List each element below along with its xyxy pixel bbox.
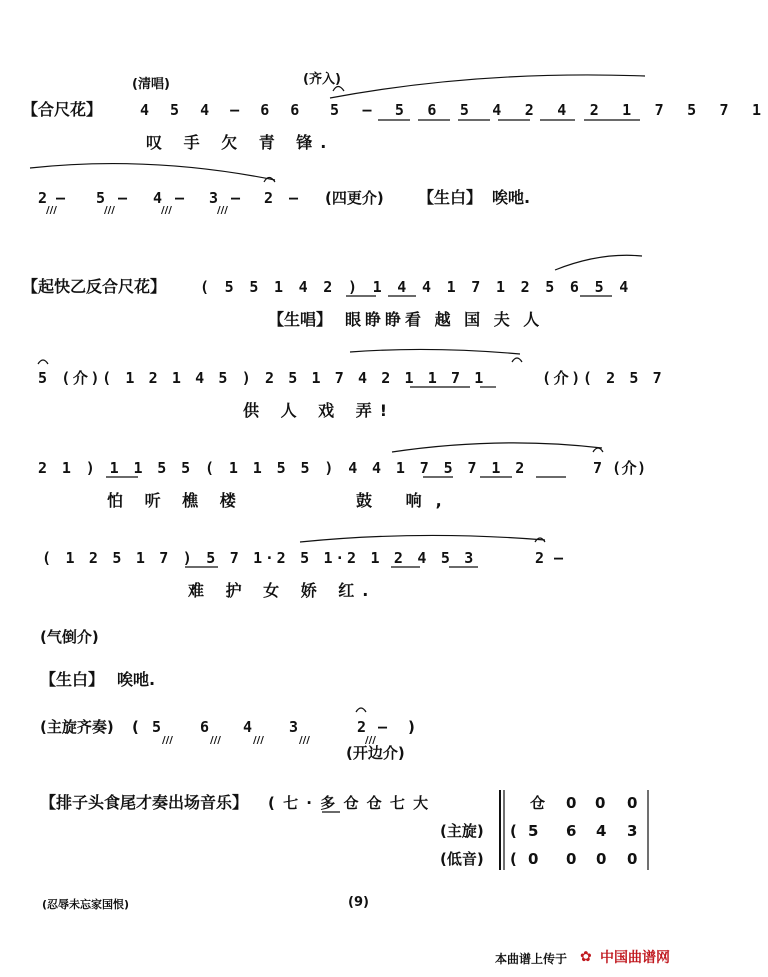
staff-row2-n2: 6 <box>566 822 577 840</box>
note-line9-3: 4 <box>243 718 253 736</box>
note-line9-6: – <box>378 718 388 736</box>
label-pai-zi-tou: 【排子头食尾才奏出场音乐】 <box>40 793 249 812</box>
brand-logo-icon: ✿ <box>580 949 592 965</box>
paren-close: ) <box>408 718 415 736</box>
staff-row2-n3: 4 <box>596 822 607 840</box>
notes-line4-b: (介)( 2 5 7 <box>542 369 665 387</box>
tremolo-mark: /// <box>253 735 264 746</box>
tremolo-mark: /// <box>210 735 221 746</box>
lyrics-line5-b: 鼓 响, <box>356 491 456 510</box>
fermata-icon <box>356 708 366 712</box>
note-line2-3: 5 <box>96 189 106 207</box>
tremolo-mark: /// <box>161 205 172 216</box>
notes-line5: 2 1 ) 1 1 5 5 ( 1 1 5 5 ) 4 4 1 7 5 7 1 2 <box>38 459 528 477</box>
notes-line3: ( 5 5 1 4 2 ) 1 4 4 1 7 1 2 5 6 5 4 <box>200 278 632 296</box>
slur-line6 <box>300 535 545 542</box>
staff-row3-n4: 0 <box>627 850 638 868</box>
notes-line10: ( 七 · 多 仓 仓 七 大 <box>268 794 430 812</box>
label-zhu-xuan: (主旋齐奏) <box>40 718 114 736</box>
fermata-icon <box>333 87 344 92</box>
lyrics-line1: 叹 手 欠 青 锋. <box>146 133 335 152</box>
notes-line1-b: 5 – 5 6 5 4 2 4 2 1 7 5 7 1 <box>330 101 768 119</box>
notes-line5-end: 7 (介) <box>593 459 647 477</box>
tremolo-mark: /// <box>299 735 310 746</box>
tremolo-mark: /// <box>217 205 228 216</box>
footer-title: (忍辱未忘家国恨) <box>42 898 130 911</box>
staff-row2-n4: 3 <box>627 822 638 840</box>
jie-si-geng: (四更介) <box>325 189 384 207</box>
label-sheng-bai: 【生白】 <box>418 188 483 207</box>
staff-row3-n1: 0 <box>528 850 539 868</box>
lyrics-line5-a: 怕 听 樵 楼 <box>107 491 244 510</box>
lyrics-line3: 眼睁睁看 越 国 夫 人 <box>345 310 544 329</box>
slur-line4 <box>350 349 520 354</box>
speech-aiye: 唉吔. <box>492 188 531 207</box>
paren-open: ( <box>132 718 139 736</box>
note-line2-6: – <box>175 189 185 207</box>
footer-upload-text: 本曲谱上传于 <box>495 952 568 966</box>
slur-line3 <box>555 255 642 270</box>
tremolo-mark: /// <box>104 205 115 216</box>
slur-line1 <box>330 75 645 98</box>
tremolo-mark: /// <box>162 735 173 746</box>
tremolo-mark: /// <box>46 205 57 216</box>
note-line9-4: 3 <box>289 718 299 736</box>
jie-kai-bian: (开边介) <box>346 744 405 762</box>
label-he-chi-hua: 【合尺花】 <box>22 100 103 119</box>
lyrics-line6: 难 护 女 娇 红. <box>188 581 377 600</box>
note-line9-1: 5 <box>152 718 162 736</box>
note-line2-7: 3 <box>209 189 219 207</box>
staff-row1-n3: 0 <box>595 794 606 812</box>
staff-row2-n1: 5 <box>528 822 539 840</box>
note-line9-5: 2 <box>357 718 367 736</box>
fermata-icon <box>38 360 48 364</box>
note-line2-10: – <box>289 189 299 207</box>
notes-line1-a: 4 5 4 – 6 6 <box>140 101 306 119</box>
notes-line4-a: 5 (介)( 1 2 1 4 5 ) 2 5 1 7 4 2 1 1 7 1 <box>38 369 486 387</box>
staff-row2-label: (主旋) <box>440 822 484 840</box>
note-line2-8: – <box>231 189 241 207</box>
staff-row1-n2: 0 <box>566 794 577 812</box>
fermata-icon <box>593 448 603 452</box>
note-line2-1: 2 <box>38 189 48 207</box>
staff-row1-n1: 仓 <box>530 794 546 812</box>
label-qi-kuai-yi-fan: 【起快乙反合尺花】 <box>22 277 167 296</box>
staff-row3-label: (低音) <box>440 850 484 868</box>
staff-row3-n3: 0 <box>596 850 607 868</box>
tremolo-mark: /// <box>365 735 376 746</box>
jie-qi-dao: (气倒介) <box>40 628 99 646</box>
annotation-qingchang: (清唱) <box>132 77 170 92</box>
slur-line5 <box>392 443 602 452</box>
fermata-icon <box>512 358 522 362</box>
note-line2-2: – <box>56 189 66 207</box>
page-number: (9) <box>348 895 369 910</box>
label-sheng-chang: 【生唱】 <box>268 310 333 329</box>
footer-brand[interactable]: 中国曲谱网 <box>600 950 670 966</box>
staff-row3-paren: ( <box>510 850 517 868</box>
speech-aiye-2: 唉吔. <box>117 670 156 689</box>
notes-line6-end: 2 – <box>535 549 564 567</box>
staff-row2-paren: ( <box>510 822 517 840</box>
annotation-qiru: (齐入) <box>303 72 341 87</box>
lyrics-line4: 供 人 戏 弄! <box>243 401 396 420</box>
staff-row3-n2: 0 <box>566 850 577 868</box>
note-line2-9: 2 <box>264 189 274 207</box>
staff-row1-n4: 0 <box>627 794 638 812</box>
label-sheng-bai-2: 【生白】 <box>40 670 105 689</box>
note-line9-2: 6 <box>200 718 210 736</box>
note-line2-4: – <box>118 189 128 207</box>
note-line2-5: 4 <box>153 189 163 207</box>
slur-line2 <box>30 164 275 180</box>
notes-line6: ( 1 2 5 1 7 ) 5 7 1·2 5 1·2 1 2 4 5 3 <box>42 549 477 567</box>
